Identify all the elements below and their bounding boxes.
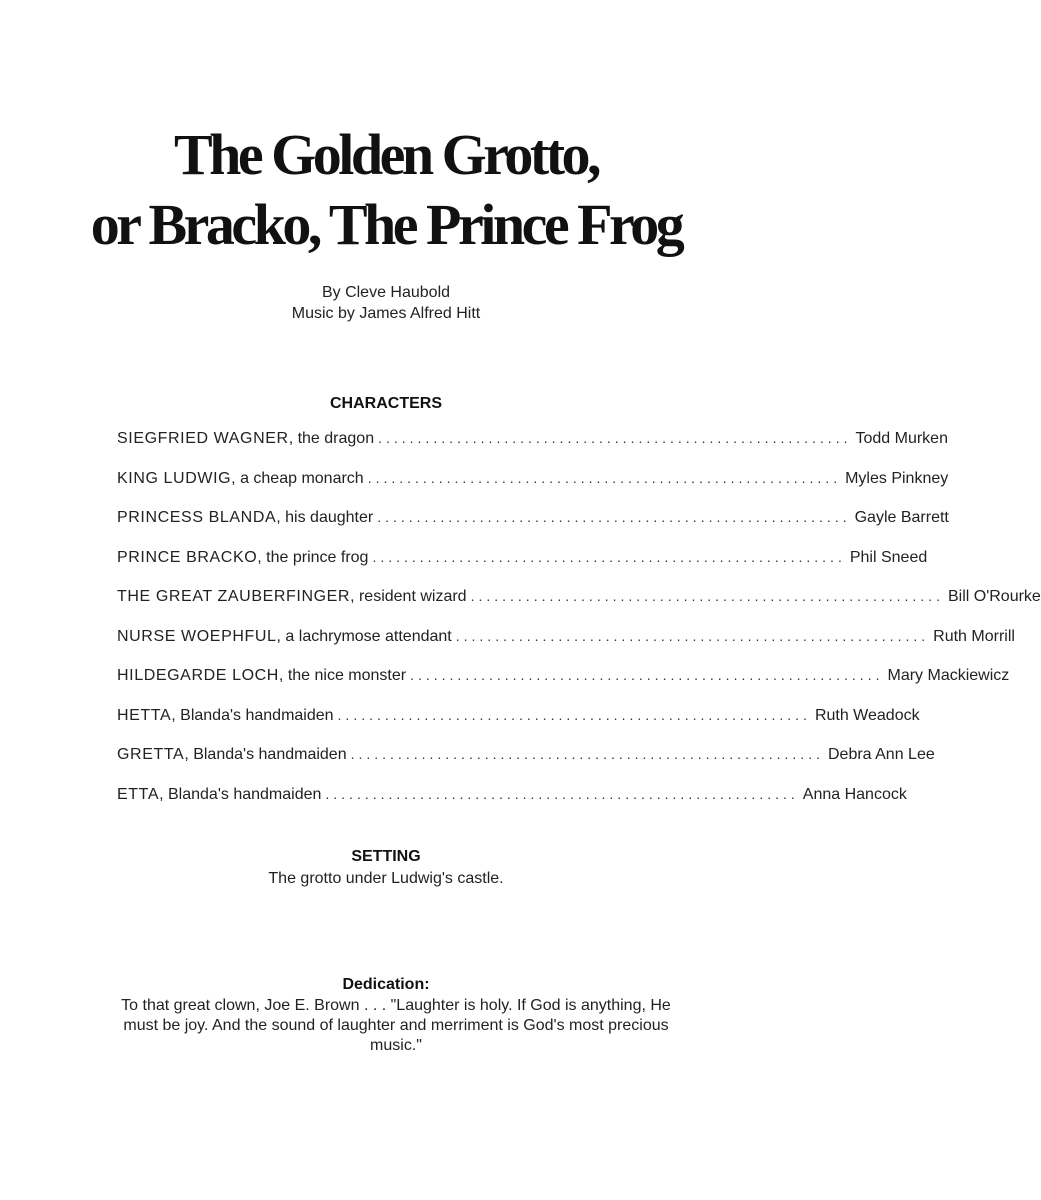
character-description: , resident wizard: [350, 588, 467, 605]
character-role: [117, 588, 467, 606]
actor-name: Ruth Morrill: [933, 627, 1015, 645]
cast-row: [117, 509, 949, 549]
actor-name: Gayle Barrett: [854, 509, 949, 526]
cast-row: [117, 667, 1010, 707]
character-description: , a cheap monarch: [231, 469, 364, 487]
dot-leader: ............................................................: [372, 548, 846, 565]
dot-leader: ............................................................: [337, 706, 811, 723]
music-credit: Music by James Alfred Hitt: [291, 305, 481, 322]
character-description: , his daughter: [276, 509, 374, 526]
dedication-heading: Dedication:: [342, 976, 430, 993]
character-role: [117, 786, 321, 804]
character-name: KING LUDWIG: [117, 469, 232, 487]
cast-row: [117, 548, 928, 589]
character-role: [117, 746, 347, 764]
character-role: [117, 470, 364, 488]
characters-heading: CHARACTERS: [330, 395, 442, 412]
dot-leader: ............................................................: [378, 430, 852, 446]
character-description: , Blanda's handmaiden: [171, 706, 334, 724]
title-line-1: The Golden Grotto,: [173, 122, 599, 187]
character-name: ETTA: [117, 785, 160, 803]
character-name: PRINCESS BLANDA: [117, 509, 277, 526]
dot-leader: ............................................................: [470, 588, 944, 604]
character-description: , the prince frog: [257, 548, 369, 566]
dot-leader: ............................................................: [410, 667, 884, 683]
character-description: , the dragon: [288, 430, 375, 447]
setting-text: The grotto under Ludwig's castle.: [268, 870, 504, 887]
cast-row: [117, 706, 920, 747]
title-line-2: or Bracko, The Prince Frog: [90, 192, 682, 257]
character-name: THE GREAT ZAUBERFINGER: [117, 588, 351, 605]
actor-name: Mary Mackiewicz: [887, 667, 1010, 684]
cast-row: [117, 785, 907, 826]
actor-name: Bill O'Rourke: [947, 588, 1041, 605]
character-role: [117, 509, 373, 527]
author-credit: By Cleve Haubold: [321, 284, 451, 301]
character-description: , the nice monster: [278, 667, 407, 684]
character-name: PRINCE BRACKO: [117, 548, 258, 566]
actor-name: Ruth Weadock: [814, 706, 920, 724]
actor-name: Phil Sneed: [849, 548, 928, 566]
dot-leader: ............................................................: [377, 509, 851, 525]
character-name: HETTA: [117, 706, 172, 724]
character-name: HILDEGARDE LOCH: [117, 667, 279, 684]
dot-leader: ............................................................: [367, 469, 842, 486]
actor-name: Debra Ann Lee: [827, 746, 935, 763]
character-role: [117, 628, 452, 646]
character-name: GRETTA: [117, 746, 185, 763]
character-name: SIEGFRIED WAGNER: [117, 430, 289, 447]
cast-row: [117, 430, 948, 470]
character-role: [117, 707, 334, 725]
character-role: [117, 667, 406, 685]
dot-leader: ............................................................: [455, 627, 930, 644]
actor-name: Anna Hancock: [802, 785, 907, 803]
cast-row: [117, 469, 949, 510]
dot-leader: ............................................................: [350, 746, 824, 762]
character-role: [117, 430, 374, 448]
cast-row: [117, 627, 1015, 668]
setting-heading: SETTING: [351, 848, 421, 865]
cast-row: [117, 588, 1041, 628]
character-description: , Blanda's handmaiden: [184, 746, 347, 763]
character-description: , a lachrymose attendant: [276, 627, 452, 645]
cast-list: [117, 430, 1041, 825]
character-name: NURSE WOEPHFUL: [117, 627, 277, 645]
character-role: [117, 549, 368, 567]
dedication-text: To that great clown, Joe E. Brown . . . "Laughter is holy. If God is anything, He must be joy. And the sound of laughter and merriment is God's most precious music.": [121, 997, 671, 1054]
actor-name: Todd Murken: [855, 430, 948, 447]
dot-leader: ............................................................: [325, 785, 799, 802]
actor-name: Myles Pinkney: [845, 469, 949, 487]
credits: [0, 282, 772, 324]
character-description: , Blanda's handmaiden: [159, 785, 322, 803]
cast-row: [117, 746, 935, 786]
